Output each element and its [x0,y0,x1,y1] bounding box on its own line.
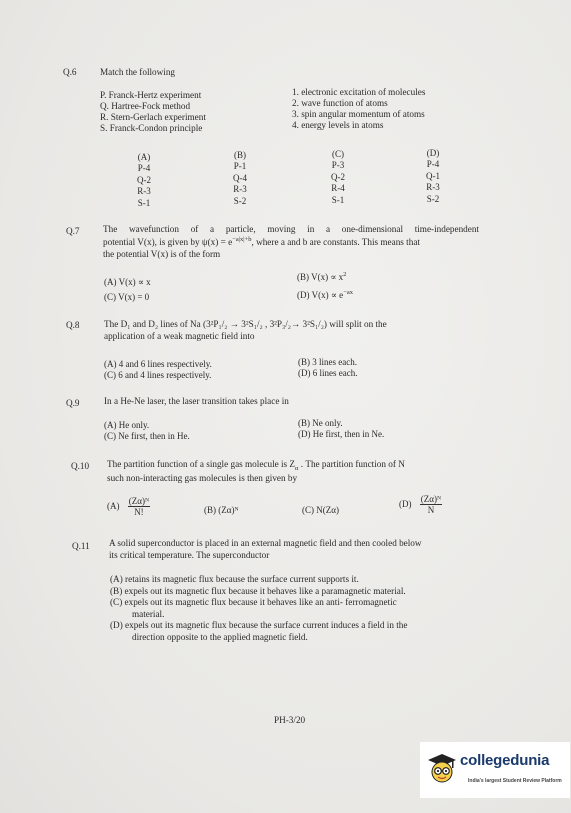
q9-stem: In a He-Ne laser, the laser transition takes place in [104,396,289,406]
q8-number: Q.8 [66,320,80,330]
q6-option-a [124,152,164,209]
q6-right-item: 3. spin angular momentum of atoms [292,109,425,119]
q7-option-b [297,272,346,283]
q11-option-b: (B) expels out its magnetic flux because it behaves like a paramagnetic material. [110,585,406,596]
q11-option-d-cont: direction opposite to the applied magnetic field. [132,631,308,642]
q7-opt-exponent: −ax [343,289,353,296]
match-pair: Q-4 [233,172,247,183]
option-label: (A) [137,152,151,162]
q7-opt-text: (D) V(x) ∝ e [297,290,344,300]
q10-option-c: (C) N(Zα) [302,505,339,515]
q11-line: A solid superconductor is placed in an external magnetic field and then cooled below [109,538,422,548]
fraction-denominator: N [427,505,435,515]
q11-line: its critical temperature. The superconductor [109,550,270,560]
q7-opt-text: (B) V(x) ∝ x [297,272,344,282]
q7-number: Q.7 [66,226,80,236]
match-pair: Q-1 [426,170,440,181]
q10-subscript: α [295,464,299,472]
q6-option-b [220,150,260,207]
fraction [128,496,150,517]
match-pair: P-1 [233,161,247,172]
q10-option-a [107,496,150,517]
q8-option-d: (D) 6 lines each. [298,368,358,378]
collegedunia-watermark [420,742,570,798]
q7-text: , where a and b are constants. This means that [251,236,420,247]
q11-option-d: (D) expels out its magnetic flux because the surface current induces a field in the [110,620,408,631]
q10-line [107,457,405,471]
fraction [420,494,442,515]
q11-options [110,574,407,644]
q10-number: Q.10 [71,461,90,471]
q10-option-d [399,494,442,515]
fraction-denominator: N! [134,507,144,517]
q6-right-item: 2. wave function of atoms [292,98,388,108]
match-pair: Q-2 [331,171,345,182]
q10-text: . The partition function of N [298,459,405,469]
match-pair: S-2 [233,195,247,206]
q11-option-a: (A) retains its magnetic flux because the surface current supports it. [110,574,359,584]
q7-option-c: (C) V(x) = 0 [104,292,150,302]
match-pair: R-4 [331,183,345,194]
match-pair: S-1 [137,197,151,208]
q8-option-b: (B) 3 lines each. [298,357,357,367]
q11-stem [109,537,422,561]
fraction-numerator: (Zα)ᴺ [128,496,150,506]
q9-option-c: (C) Ne first, then in He. [104,431,190,441]
q6-prompt: Match the following [100,67,176,77]
match-pair: R-3 [233,184,247,195]
match-pair: R-3 [426,182,440,193]
match-pair: P-4 [426,159,440,170]
brand-name: collegedunia [460,752,550,769]
q9-option-a: (A) He only. [104,420,150,430]
q11-option-c-cont: material. [132,608,165,619]
match-pair: S-2 [426,193,440,204]
option-label: (C) [332,149,344,159]
q7-line: the potential V(x) is of the form [103,249,221,260]
q8-line: application of a weak magnetic field into [104,331,255,342]
q6-left-item: S. Franck-Condon principle [100,123,203,133]
option-label: (A) [107,500,120,511]
match-pair: R-3 [137,186,151,197]
match-pair: S-1 [331,194,345,205]
page-number: PH-3/20 [274,715,306,725]
q10-option-b: (B) (Zα)ᴺ [204,505,239,515]
q8-option-a: (A) 4 and 6 lines respectively. [104,359,212,369]
match-pair: Q-2 [137,174,151,185]
q11-option-c: (C) expels out its magnetic flux because it behaves like an anti- ferromagnetic [110,597,397,608]
q7-line [103,236,479,249]
q9-option-b: (B) Ne only. [298,418,343,428]
brand-tagline: India's largest Student Review Platform [468,778,562,784]
q8-stem [104,318,387,343]
q7-option-d [297,290,353,301]
match-pair: P-4 [137,163,151,174]
q10-text: The partition function of a single gas molecule is Z [107,459,296,469]
q7-text: potential V(x), is given by ψ(x) = e [103,236,233,247]
graduate-mascot-icon [426,750,458,786]
q11-number: Q.11 [72,541,90,551]
q7-opt-exponent: 2 [343,271,347,278]
q6-number: Q.6 [63,67,77,77]
q6-right-item: 1. electronic excitation of molecules [292,87,426,97]
q10-stem [107,457,405,485]
q6-option-d [413,148,453,205]
q8-option-c: (C) 6 and 4 lines respectively. [104,370,212,380]
q6-left-item: Q. Hartree-Fock method [100,101,191,111]
q7-exponent: −a|x|+b [232,235,252,243]
q7-line: The wavefunction of a particle, moving in a one-dimensional time-independent [103,224,479,234]
q9-option-d: (D) He first, then in Ne. [298,429,385,439]
q6-right-list [292,87,425,131]
match-pair: P-3 [331,160,345,171]
q6-left-list [100,90,206,134]
q6-left-item: P. Franck-Hertz experiment [100,90,202,100]
q9-number: Q.9 [66,398,80,408]
q6-right-item: 4. energy levels in atoms [292,120,384,130]
q6-left-item: R. Stern-Gerlach experiment [100,112,206,122]
q6-option-c [318,149,358,206]
option-label: (D) [399,498,412,509]
fraction-numerator: (Zα)ᴺ [420,494,442,504]
q8-line: The D₁ and D₂ lines of Na (3²P₁/₂ → 3²S₁/₂ , 3²P₃/₂→ 3²S₁/₂) will split on the [104,319,387,329]
option-label: (D) [426,148,440,158]
q10-line: such non-interacting gas molecules is then given by [107,473,298,483]
option-label: (B) [234,150,246,160]
q7-stem [103,223,479,261]
q7-option-a: (A) V(x) ∝ x [104,277,151,287]
